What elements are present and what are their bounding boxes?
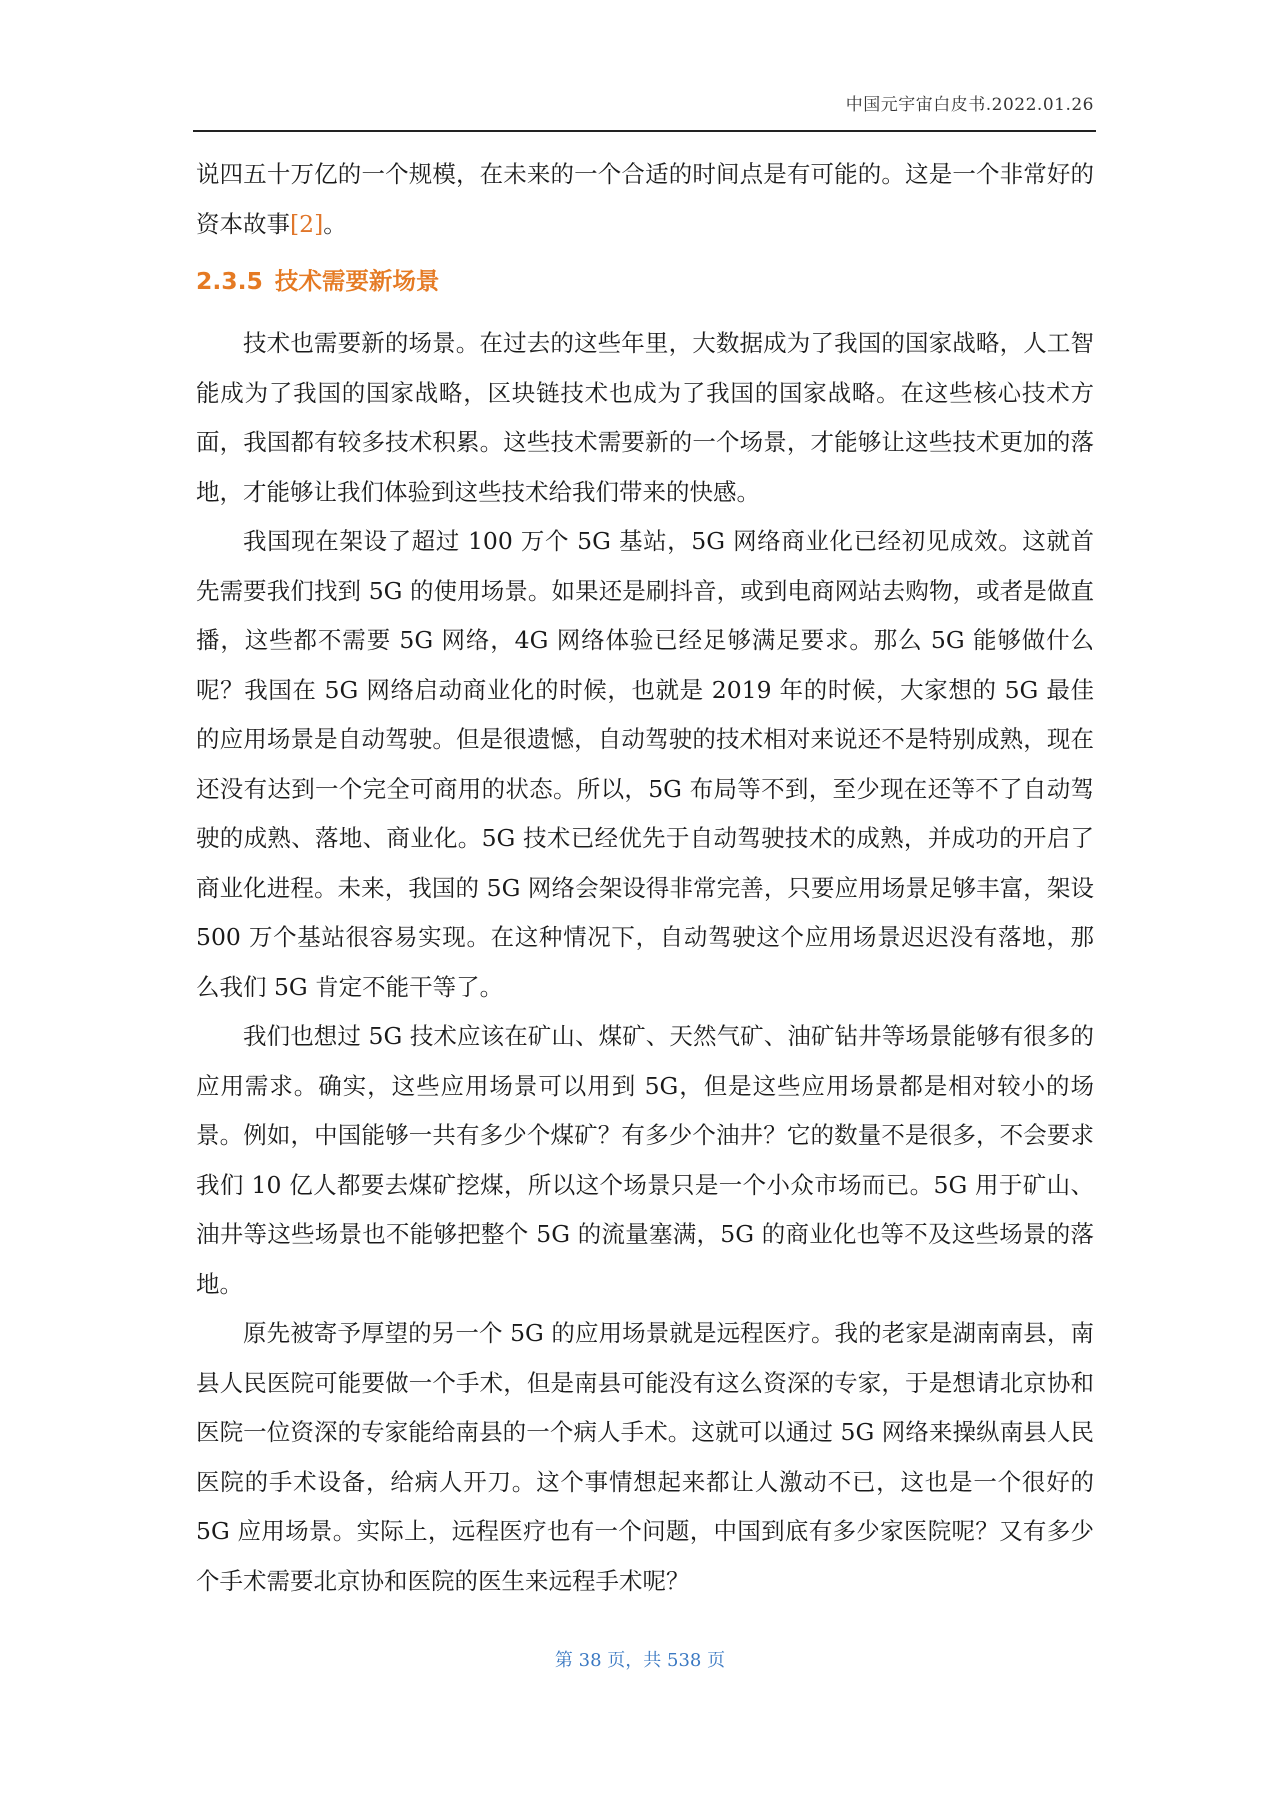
- citation-link[interactable]: [2]: [290, 209, 324, 238]
- page-number: 第 38 页，共 538 页: [554, 1650, 726, 1671]
- body-paragraph-2: 我国现在架设了超过 100 万个 5G 基站，5G 网络商业化已经初见成效。这就首先需要我们找到 5G 的使用场景。如果还是刷抖音，或到电商网站去购物，或者是做直播，这些都不需要 5G 网络，4G 网络体验已经足够满足要求。那么 5G 能够做什么呢？我国在 5G 网络启动商业化的时候，也就是 2019 年的时候，大家想的 5G 最佳的应用场景是自动驾驶。但是很遗憾，自动驾驶的技术相对来说还不是特别成熟，现在还没有达到一个完全可商用的状态。所以，5G 布局等不到，至少现在还等不了自动驾驶的成熟、落地、商业化。5G 技术已经优先于自动驾驶技术的成熟，并成功的开启了商业化进程。未来，我国的 5G 网络会架设得非常完善，只要应用场景足够丰富，架设 500 万个基站很容易实现。在这种情况下，自动驾驶这个应用场景迟迟没有落地，那么我们 5G 肯定不能干等了。: [196, 527, 1094, 1001]
- section-heading: [196, 261, 1094, 301]
- intro-end: 。: [323, 209, 347, 238]
- header-title: 中国元宇宙白皮书.2022.01.26: [845, 95, 1094, 115]
- body-paragraph-4: 原先被寄予厚望的另一个 5G 的应用场景就是远程医疗。我的老家是湖南南县，南县人民医院可能要做一个手术，但是南县可能没有这么资深的专家，于是想请北京协和医院一位资深的专家能给南县的一个病人手术。这就可以通过 5G 网络来操纵南县人民医院的手术设备，给病人开刀。这个事情想起来都让人激动不已，这也是一个很好的 5G 应用场景。实际上，远程医疗也有一个问题，中国到底有多少家医院呢？又有多少个手术需要北京协和医院的医生来远程手术呢？: [196, 1319, 1094, 1595]
- section-number: 2.3.5: [196, 267, 263, 295]
- intro-paragraph: [196, 150, 1094, 249]
- intro-text: 说四五十万亿的一个规模，在未来的一个合适的时间点是有可能的。这是一个非常好的资本故事: [196, 160, 1094, 238]
- section-title: 技术需要新场景: [274, 267, 440, 295]
- page-content: [196, 150, 1094, 1606]
- page-header: [193, 90, 1096, 132]
- body-paragraph-3: 我们也想过 5G 技术应该在矿山、煤矿、天然气矿、油矿钻井等场景能够有很多的应用需求。确实，这些应用场景可以用到 5G，但是这些应用场景都是相对较小的场景。例如，中国能够一共有多少个煤矿？有多少个油井？它的数量不是很多，不会要求我们 10 亿人都要去煤矿挖煤，所以这个场景只是一个小众市场而已。5G 用于矿山、油井等这些场景也不能够把整个 5G 的流量塞满，5G 的商业化也等不及这些场景的落地。: [196, 1022, 1094, 1298]
- body-paragraph-1: 技术也需要新的场景。在过去的这些年里，大数据成为了我国的国家战略，人工智能成为了我国的国家战略，区块链技术也成为了我国的国家战略。在这些核心技术方面，我国都有较多技术积累。这些技术需要新的一个场景，才能够让这些技术更加的落地，才能够让我们体验到这些技术给我们带来的快感。: [196, 329, 1094, 506]
